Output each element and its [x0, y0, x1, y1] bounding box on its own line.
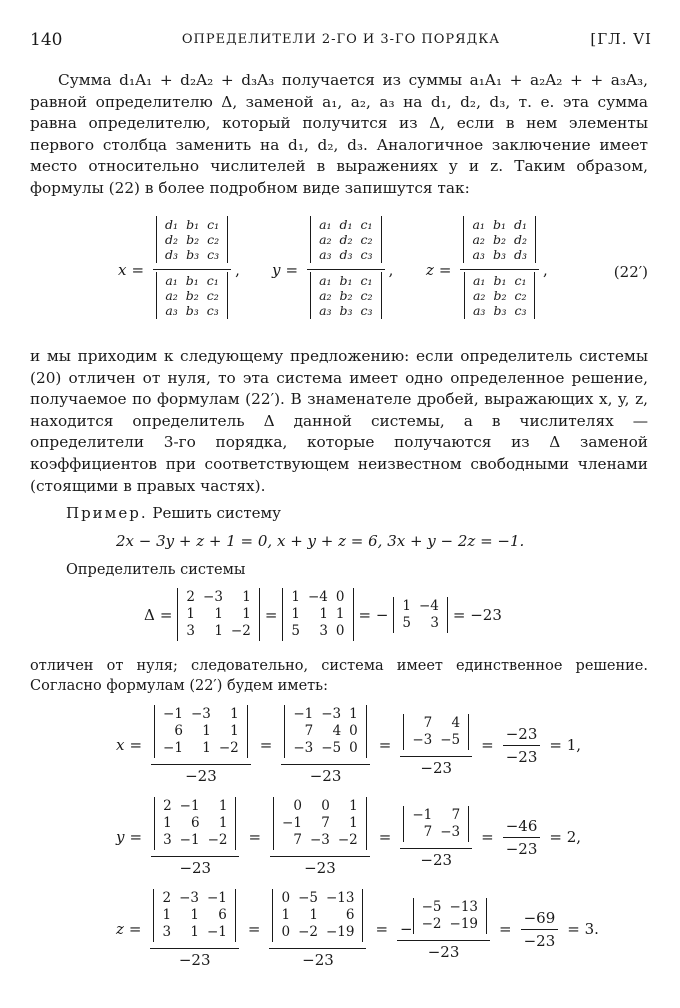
matrix-cell: −1 [282, 815, 302, 831]
matrix-cell: c₁ [360, 273, 373, 288]
var-x: x [118, 260, 127, 279]
matrix-cell: d₂ [165, 232, 179, 247]
det-numerator-2 [273, 797, 367, 850]
matrix-cell: c₂ [206, 288, 219, 303]
matrix-cell: b₃ [492, 247, 506, 262]
matrix-cell: −3 [293, 740, 314, 756]
delta-symbol: Δ [144, 605, 155, 624]
matrix-cell: 3 [163, 832, 172, 848]
det-numerator-1 [154, 705, 248, 758]
fraction-denominator: −23 [427, 942, 460, 961]
matrix-cell: −4 [419, 597, 439, 614]
comma: , [235, 260, 240, 279]
det-numerator-3 [403, 714, 469, 750]
fraction-numerator [269, 889, 366, 949]
matrix-cell: −1 [206, 890, 227, 906]
equals-sign: = [129, 736, 143, 754]
numeric-numerator: −23 [505, 724, 538, 743]
equals-sign: = [378, 736, 392, 754]
matrix-cell: 0 [335, 623, 345, 639]
fraction-numerator [151, 797, 239, 857]
matrix-cell: −3 [321, 706, 342, 722]
det-y-den [310, 272, 382, 319]
det-numerator-2 [272, 889, 363, 942]
matrix-cell: 7 [423, 714, 433, 731]
matrix-cell: −2 [298, 924, 318, 940]
matrix-cell: 6 [174, 723, 183, 739]
matrix-cell: a₂ [319, 288, 332, 303]
matrix-cell: c₃ [207, 247, 220, 262]
det-x-den [156, 272, 228, 319]
matrix-cell: b₃ [339, 303, 353, 318]
matrix-cell: b₂ [186, 232, 200, 247]
fraction-y [307, 216, 385, 323]
matrix-cell: a₂ [165, 288, 178, 303]
fraction-denominator: −23 [420, 758, 453, 777]
numerator-3 [400, 898, 487, 938]
solution-variable: x [116, 736, 125, 754]
matrix-cell: c₂ [207, 232, 220, 247]
matrix-cell: 0 [349, 740, 358, 756]
solution-variable: z [116, 920, 124, 938]
example-task: Решить систему [152, 504, 282, 522]
det-numerator-1 [153, 889, 235, 942]
solution-result: = 1, [549, 736, 582, 754]
equals-sign: = [264, 605, 278, 624]
fraction-z [460, 216, 539, 323]
fraction-denominator: −23 [185, 767, 217, 785]
fraction-numerator [400, 714, 472, 757]
fraction-numerator [281, 705, 369, 765]
matrix-cell: 1 [214, 623, 223, 639]
sign-prefix: − [400, 919, 413, 938]
fraction-step-4 [503, 817, 541, 858]
system-equations: 2x − 3y + z + 1 = 0, x + y + z = 6, 3x + y − 2z = −1. [116, 532, 525, 550]
matrix-cell: b₁ [185, 273, 199, 288]
fraction-step-3 [400, 714, 472, 777]
equals-sign: = [247, 920, 261, 938]
fraction-step-1 [150, 889, 238, 969]
matrix-cell: −2 [230, 623, 251, 639]
matrix-cell: 6 [218, 907, 227, 923]
matrix-cell: 6 [190, 815, 200, 831]
matrix-cell: d₁ [339, 217, 353, 232]
matrix-cell: 2 [162, 890, 172, 906]
equals-sign: = [285, 260, 299, 279]
fraction-numerator [151, 705, 251, 765]
example-label: Пример. [66, 504, 148, 522]
matrix-cell: 1 [335, 606, 345, 622]
equals-sign: = [481, 828, 494, 846]
fraction-step-1 [151, 797, 239, 877]
det-z-num [463, 216, 536, 263]
det-y-num [310, 216, 382, 263]
fraction-step-3 [400, 806, 472, 869]
matrix-cell: a₁ [319, 273, 332, 288]
solution-x [116, 705, 586, 785]
matrix-cell: a₃ [319, 247, 332, 262]
matrix-cell: 7 [451, 806, 461, 823]
equals-sign: = [438, 260, 452, 279]
matrix-cell: a₂ [472, 288, 486, 303]
matrix-cell: −3 [203, 589, 223, 605]
matrix-cell: 1 [319, 606, 328, 622]
fraction-numerator [400, 806, 472, 849]
matrix-cell: −1 [163, 706, 183, 722]
conclusion-paragraph: отличен от нуля; следовательно, система имеет единственное решение. Согласно формулам (22′) будем иметь: [30, 658, 648, 694]
numerator-3 [403, 806, 469, 846]
equals-sign: = [131, 260, 145, 279]
chapter-label: [ГЛ. VI [590, 30, 652, 48]
solution-y [116, 797, 586, 877]
fraction-numerator [397, 898, 490, 941]
matrix-cell: a₃ [472, 303, 486, 318]
matrix-cell: −19 [449, 915, 479, 932]
equals-sign: = [159, 605, 173, 624]
minus-equals: = − [358, 605, 389, 624]
det-numerator-2 [284, 705, 366, 758]
solution-result: = 3. [567, 920, 599, 938]
matrix-cell: 7 [304, 723, 314, 739]
matrix-cell: −3 [190, 706, 211, 722]
matrix-cell: c₃ [206, 303, 219, 318]
matrix-cell: −13 [325, 890, 355, 906]
matrix-cell: b₁ [493, 273, 507, 288]
matrix-cell: a₂ [319, 232, 332, 247]
det-caption: Определитель системы [66, 562, 246, 578]
matrix-cell: 1 [218, 798, 228, 814]
matrix-cell: b₃ [493, 303, 507, 318]
matrix-cell: 1 [281, 907, 291, 923]
fraction-step-2 [269, 889, 366, 969]
matrix-cell: a₁ [165, 273, 178, 288]
matrix-cell: a₂ [472, 232, 485, 247]
det-numerator-3 [413, 898, 487, 934]
matrix-cell: 1 [162, 907, 172, 923]
matrix-cell: 1 [349, 815, 358, 831]
numerator-3 [403, 714, 469, 754]
matrix-cell: −3 [309, 832, 330, 848]
matrix-cell: a₁ [472, 273, 486, 288]
equation-tag: (22′) [613, 263, 648, 281]
matrix-cell: c₁ [207, 217, 220, 232]
fraction-numerator [150, 889, 238, 949]
equals-sign: = [378, 828, 392, 846]
fraction-denominator: −23 [505, 839, 538, 858]
equals-sign: = [129, 828, 143, 846]
matrix-cell: 1 [230, 723, 239, 739]
fraction-denominator: −23 [179, 859, 212, 877]
matrix-cell: d₃ [513, 247, 527, 262]
paragraph-2: и мы приходим к следующему предложению: если определитель системы (20) отличен от нуля, то эта система имеет одно определенное решение, получаемое по формулам (22′). В знаменателе дробей, выражающих x, y, z, находится определитель Δ данной системы, а в числителях — определители 3-го порядка, которые получаются из Δ заменой коэффициентов при соответствующем неизвестном свободными членами (стоящими в правых частях). [30, 347, 648, 495]
matrix-cell: 3 [162, 924, 172, 940]
matrix-cell: b₂ [185, 288, 199, 303]
matrix-cell: 1 [202, 740, 211, 756]
matrix-cell: 1 [218, 815, 228, 831]
delta-computation [144, 588, 507, 641]
matrix-cell: b₃ [186, 247, 200, 262]
matrix-cell: −1 [206, 924, 227, 940]
matrix-cell: a₃ [319, 303, 332, 318]
matrix-cell: d₃ [339, 247, 353, 262]
det-numerator-1 [154, 797, 236, 850]
fraction-denominator: −23 [309, 767, 342, 785]
matrix-cell: b₃ [185, 303, 199, 318]
matrix-cell: b₂ [339, 288, 353, 303]
matrix-cell: a₁ [472, 217, 485, 232]
det-z-den [464, 272, 536, 319]
matrix-cell: 2 [163, 798, 172, 814]
matrix-cell: −3 [179, 890, 199, 906]
numeric-numerator: −69 [523, 908, 556, 927]
matrix-cell: 3 [186, 623, 196, 639]
matrix-cell: −1 [412, 806, 433, 823]
matrix-cell: 5 [291, 623, 300, 639]
matrix-cell: 0 [349, 723, 358, 739]
fraction-numerator [503, 817, 541, 838]
matrix-cell: a₃ [472, 247, 485, 262]
matrix-cell: 0 [281, 924, 291, 940]
matrix-cell: c₁ [360, 217, 373, 232]
matrix-cell: 1 [242, 589, 251, 605]
equals-sign: = [375, 920, 389, 938]
fraction-step-2 [270, 797, 370, 877]
equals-sign: = [128, 920, 142, 938]
matrix-cell: 4 [332, 723, 342, 739]
solution-variable: y [116, 828, 125, 846]
matrix-cell: 3 [319, 623, 328, 639]
fraction-numerator [521, 909, 559, 930]
matrix-cell: c₁ [206, 273, 219, 288]
det-delta-3 [393, 597, 448, 633]
matrix-cell: 1 [242, 606, 251, 622]
matrix-cell: −13 [449, 898, 479, 915]
matrix-cell: c₃ [360, 247, 373, 262]
matrix-cell: 1 [190, 907, 199, 923]
matrix-cell: 7 [293, 832, 302, 848]
page-number: 140 [30, 30, 63, 50]
matrix-cell: 1 [186, 606, 196, 622]
delta-result: = −23 [452, 605, 502, 624]
example-heading [66, 504, 281, 522]
matrix-cell: 6 [345, 907, 355, 923]
matrix-cell: −5 [421, 898, 442, 915]
matrix-cell: −19 [325, 924, 355, 940]
fraction-denominator: −23 [304, 859, 336, 877]
fraction-step-4 [521, 909, 559, 950]
matrix-cell: 3 [430, 614, 439, 631]
matrix-cell: −5 [440, 731, 461, 748]
solution-z [116, 889, 604, 969]
matrix-cell: 5 [402, 614, 411, 631]
matrix-cell: −3 [440, 823, 461, 840]
fraction-denominator: −23 [178, 951, 211, 969]
matrix-cell: b₂ [493, 288, 507, 303]
numeric-numerator: −46 [505, 816, 538, 835]
comma: , [388, 260, 394, 279]
matrix-cell: −1 [163, 740, 183, 756]
matrix-cell: c₂ [360, 232, 373, 247]
matrix-cell: d₁ [513, 217, 527, 232]
matrix-cell: 0 [281, 890, 291, 906]
matrix-cell: a₃ [165, 303, 178, 318]
matrix-cell: d₂ [513, 232, 527, 247]
formula-x [118, 216, 240, 323]
matrix-cell: −1 [293, 706, 314, 722]
matrix-cell: c₂ [360, 288, 373, 303]
matrix-cell: −1 [179, 832, 200, 848]
matrix-cell: −2 [421, 915, 442, 932]
solution-result: = 2, [549, 828, 582, 846]
matrix-cell: 1 [309, 907, 318, 923]
fraction-step-1 [151, 705, 251, 785]
matrix-cell: 1 [349, 706, 358, 722]
matrix-cell: c₃ [360, 303, 373, 318]
matrix-cell: 0 [293, 798, 302, 814]
matrix-cell: d₂ [339, 232, 353, 247]
matrix-cell: 1 [349, 798, 358, 814]
matrix-cell: b₂ [492, 232, 506, 247]
matrix-cell: b₁ [186, 217, 200, 232]
det-delta-2 [282, 588, 353, 641]
formula-y [272, 216, 393, 323]
fraction-step-2 [281, 705, 369, 785]
comma: , [542, 260, 548, 279]
matrix-cell: −1 [179, 798, 200, 814]
equals-sign: = [481, 736, 494, 754]
matrix-cell: −3 [412, 731, 433, 748]
fraction-denominator: −23 [523, 931, 556, 950]
matrix-cell: c₃ [514, 303, 527, 318]
det-x-num [156, 216, 228, 263]
fraction-step-3 [397, 898, 490, 961]
matrix-cell: 1 [202, 723, 211, 739]
fraction-step-4 [503, 725, 541, 766]
matrix-cell: −5 [321, 740, 342, 756]
matrix-cell: 1 [163, 815, 172, 831]
matrix-cell: d₃ [165, 247, 179, 262]
paragraph-1: Сумма d₁A₁ + d₂A₂ + d₃A₃ получается из суммы a₁A₁ + a₂A₂ + + a₃A₃, равной определителю Δ, заменой a₁, a₂, a₃ на d₁, d₂, d₃, т. е. эта сумма равна определителю, который получится из Δ, если в нем элементы первого столбца заменить на d₁, d₂, d₃. Аналогичное заключение имеет место относительно числителей в выражениях y и z. Таким образом, формулы (22) в более подробном виде запишутся так: [30, 71, 648, 197]
matrix-cell: c₁ [514, 273, 527, 288]
matrix-cell: 1 [291, 606, 300, 622]
fraction-denominator: −23 [420, 850, 453, 869]
var-z: z [426, 260, 434, 279]
fraction-numerator [270, 797, 370, 857]
matrix-cell: 1 [214, 606, 223, 622]
running-header [30, 30, 652, 54]
fraction-denominator: −23 [302, 951, 334, 969]
matrix-cell: c₂ [514, 288, 527, 303]
matrix-cell: b₁ [339, 273, 353, 288]
matrix-cell: 0 [321, 798, 330, 814]
var-y: y [272, 260, 281, 279]
fraction-numerator [503, 725, 541, 746]
equals-sign: = [259, 736, 273, 754]
equals-sign: = [248, 828, 262, 846]
det-delta-1 [177, 588, 259, 641]
matrix-cell: −4 [308, 589, 328, 605]
matrix-cell: 0 [335, 589, 345, 605]
matrix-cell: 4 [451, 714, 461, 731]
fraction-denominator: −23 [505, 747, 538, 766]
matrix-cell: −2 [337, 832, 358, 848]
running-title: ОПРЕДЕЛИТЕЛИ 2-ГО И 3-ГО ПОРЯДКА [181, 32, 501, 47]
matrix-cell: −2 [207, 832, 228, 848]
det-numerator-3 [403, 806, 469, 842]
matrix-cell: 7 [321, 815, 330, 831]
matrix-cell: 1 [402, 597, 411, 614]
matrix-cell: 1 [190, 924, 199, 940]
matrix-cell: −5 [298, 890, 318, 906]
matrix-cell: 2 [186, 589, 196, 605]
formula-z [426, 216, 548, 323]
matrix-cell: d₁ [165, 217, 179, 232]
matrix-cell: −2 [218, 740, 239, 756]
matrix-cell: b₁ [492, 217, 506, 232]
matrix-cell: a₁ [319, 217, 332, 232]
fraction-x [153, 216, 231, 323]
matrix-cell: 1 [291, 589, 300, 605]
matrix-cell: 1 [230, 706, 239, 722]
equals-sign: = [499, 920, 512, 938]
matrix-cell: 7 [423, 823, 433, 840]
